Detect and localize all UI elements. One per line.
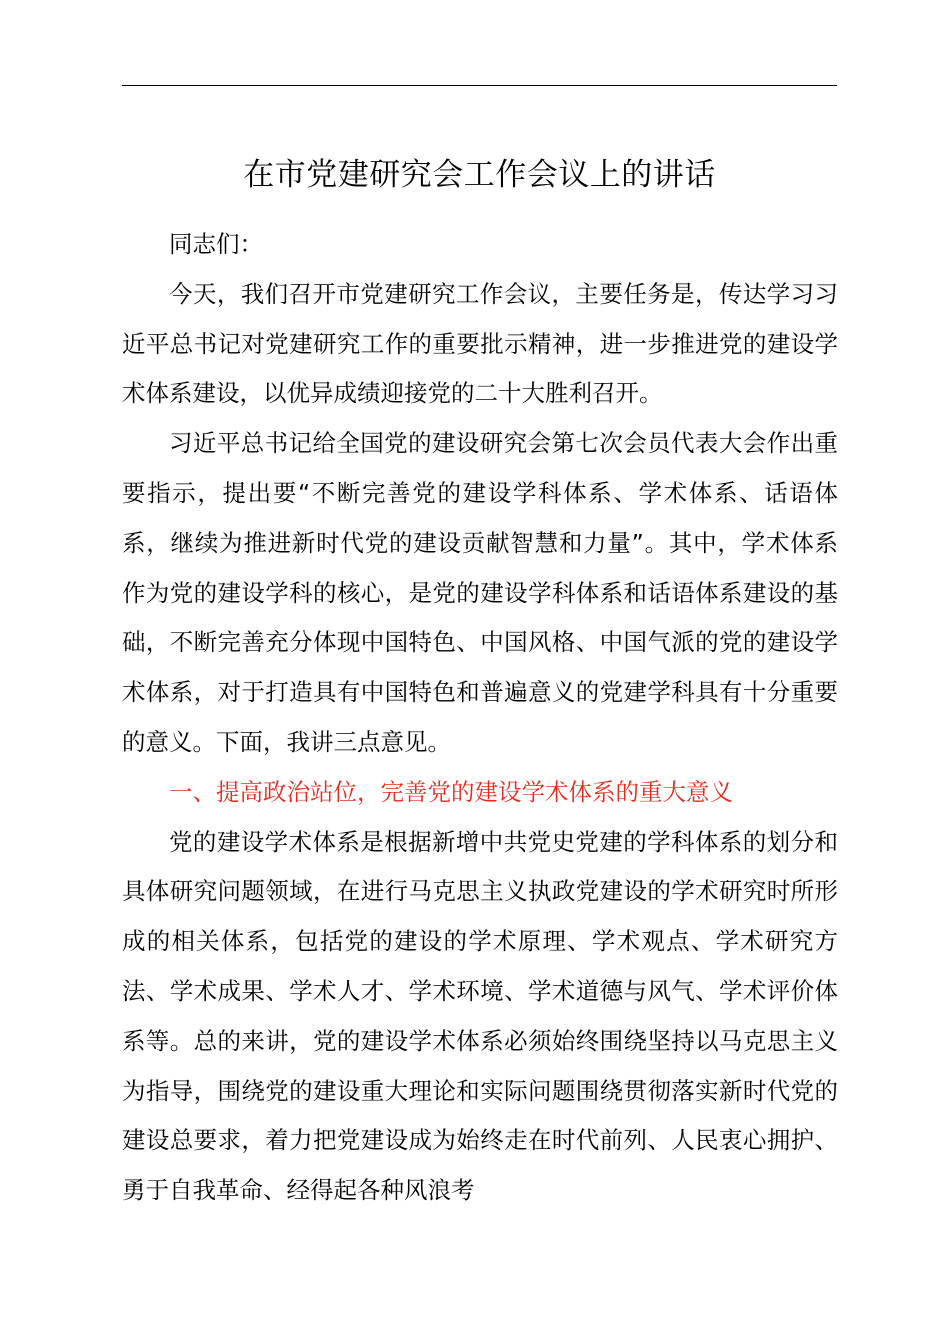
document-body [122, 220, 838, 1216]
paragraph-section-one: 党的建设学术体系是根据新增中共党史党建的学科体系的划分和具体研究问题领域，在进行马克思主义执政党建设的学术研究时所形成的相关体系，包括党的建设的学术原理、学术观点、学术研究方法、学术成果、学术人才、学术环境、学术道德与风气、学术评价体系等。总的来讲，党的建设学术体系必须始终围绕坚持以马克思主义为指导，围绕党的建设重大理论和实际问题围绕贯彻落实新时代党的建设总要求，着力把党建设成为始终走在时代前列、人民衷心拥护、勇于自我革命、经得起各种风浪考 [122, 827, 838, 1205]
section-heading: 一、提高政治站位，完善党的建设学术体系的重大意义 [169, 777, 733, 806]
paragraph-instruction: 习近平总书记给全国党的建设研究会第七次会员代表大会作出重要指示，提出要“不断完善党的建设学科体系、学术体系、话语体系，继续为推进新时代党的建设贡献智慧和力量”。其中，学术体系作为党的建设学科的核心，是党的建设学科体系和话语体系建设的基础，不断完善充分体现中国特色、中国风格、中国气派的党的建设学术体系，对于打造具有中国特色和普遍意义的党建学科具有十分重要的意义。下面，我讲三点意见。 [122, 429, 838, 756]
document-title: 在市党建研究会工作会议上的讲话 [243, 157, 716, 193]
paragraph-intro: 今天，我们召开市党建研究工作会议，主要任务是，传达学习习近平总书记对党建研究工作的重要批示精神，进一步推进党的建设学术体系建设，以优异成绩迎接党的二十大胜利召开。 [122, 279, 838, 408]
salutation: 同志们： [169, 230, 263, 258]
header-rule [122, 85, 837, 86]
